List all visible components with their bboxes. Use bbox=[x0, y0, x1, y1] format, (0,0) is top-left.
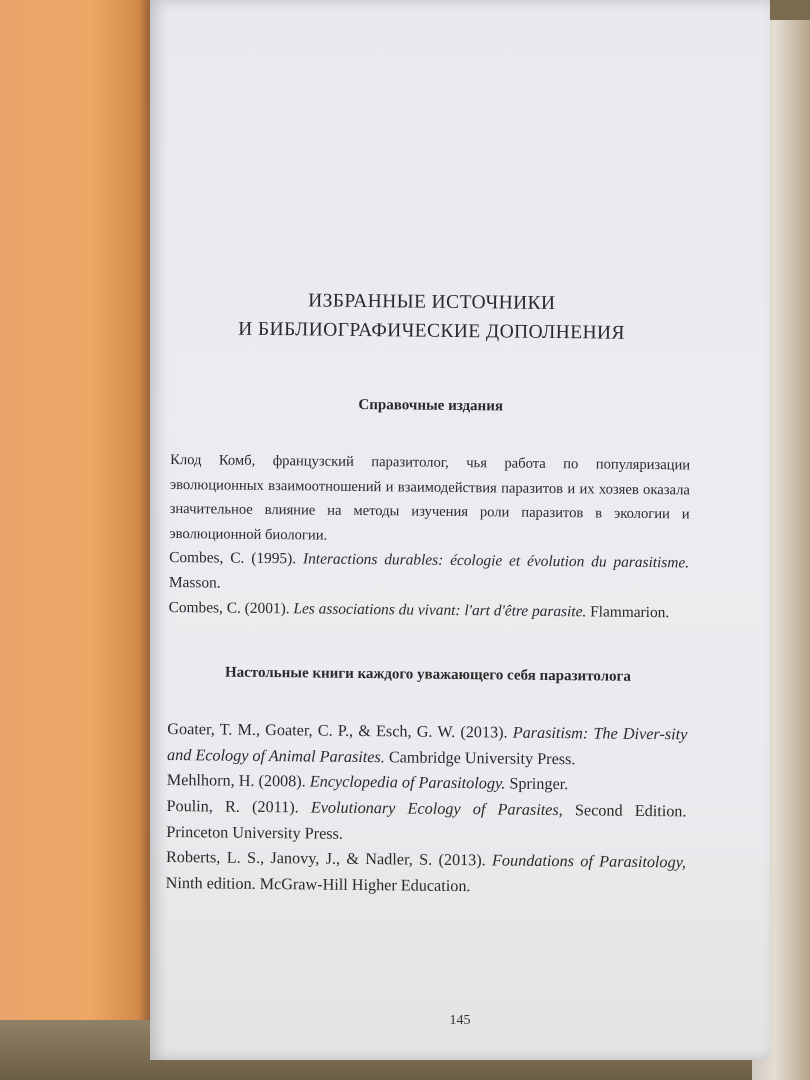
page-number: 145 bbox=[449, 1013, 471, 1028]
reference-authors: Combes, C. (2001). bbox=[168, 598, 290, 617]
reference-publisher: Ninth edition. McGraw-Hill Higher Education. bbox=[165, 873, 471, 895]
page-title bbox=[171, 285, 692, 348]
section-heading-handbooks: Настольные книги каждого уважающего себя паразитолога bbox=[224, 664, 631, 685]
reference-publisher: Masson. bbox=[168, 573, 221, 592]
reference-publisher: Cambridge University Press. bbox=[388, 748, 576, 769]
reference-authors: Mehlhorn, H. (2008). bbox=[166, 771, 306, 791]
reference-title: Parasitism: The Diver-sity and Ecology of Animal Parasites. bbox=[166, 723, 688, 767]
section-heading-reference: Справочные издания bbox=[358, 396, 504, 415]
title-line-2: И БИБЛИОГРАФИЧЕСКИЕ ДОПОЛНЕНИЯ bbox=[238, 318, 626, 344]
reference-publisher: Springer. bbox=[509, 774, 569, 794]
reference-publisher: Second Edition. Princeton University Press. bbox=[166, 801, 687, 843]
reference-authors: Combes, C. (1995). bbox=[169, 549, 297, 568]
reference-publisher: Flammarion. bbox=[590, 602, 670, 621]
reference-title: Interactions durables: écologie et évolution du parasitisme. bbox=[302, 550, 690, 572]
facing-page bbox=[0, 0, 150, 1080]
reference-entry bbox=[168, 596, 688, 626]
reference-authors: Roberts, L. S., Janovy, J., & Nadler, S. (2013). bbox=[165, 848, 486, 870]
reference-entry bbox=[169, 546, 689, 601]
reference-entry bbox=[166, 845, 687, 902]
page-content bbox=[166, 285, 692, 902]
reference-title: Evolutionary Ecology of Parasites, bbox=[310, 798, 563, 820]
reference-entry bbox=[167, 717, 688, 774]
intro-paragraph: Клод Комб, французский паразитолог, чья работа по популяризации эволюционных взаимоотношений и взаимодействия паразитов и их хозяев оказала значительное влияние на методы изучения роли паразитов в экологии и эволюционной биологии. bbox=[169, 451, 691, 544]
reference-authors: Poulin, R. (2011). bbox=[166, 796, 299, 817]
reference-authors: Goater, T. M., Goater, C. P., & Esch, G. W. (2013). bbox=[167, 720, 508, 742]
title-line-1: ИЗБРАННЫЕ ИСТОЧНИКИ bbox=[308, 290, 556, 315]
reference-title: Foundations of Parasitology, bbox=[492, 851, 687, 872]
reference-list bbox=[166, 717, 688, 902]
reference-title: Les associations du vivant: l'art d'être parasite. bbox=[293, 599, 587, 620]
reference-title: Encyclopedia of Parasitology. bbox=[309, 772, 506, 793]
reference-entry bbox=[166, 794, 687, 851]
